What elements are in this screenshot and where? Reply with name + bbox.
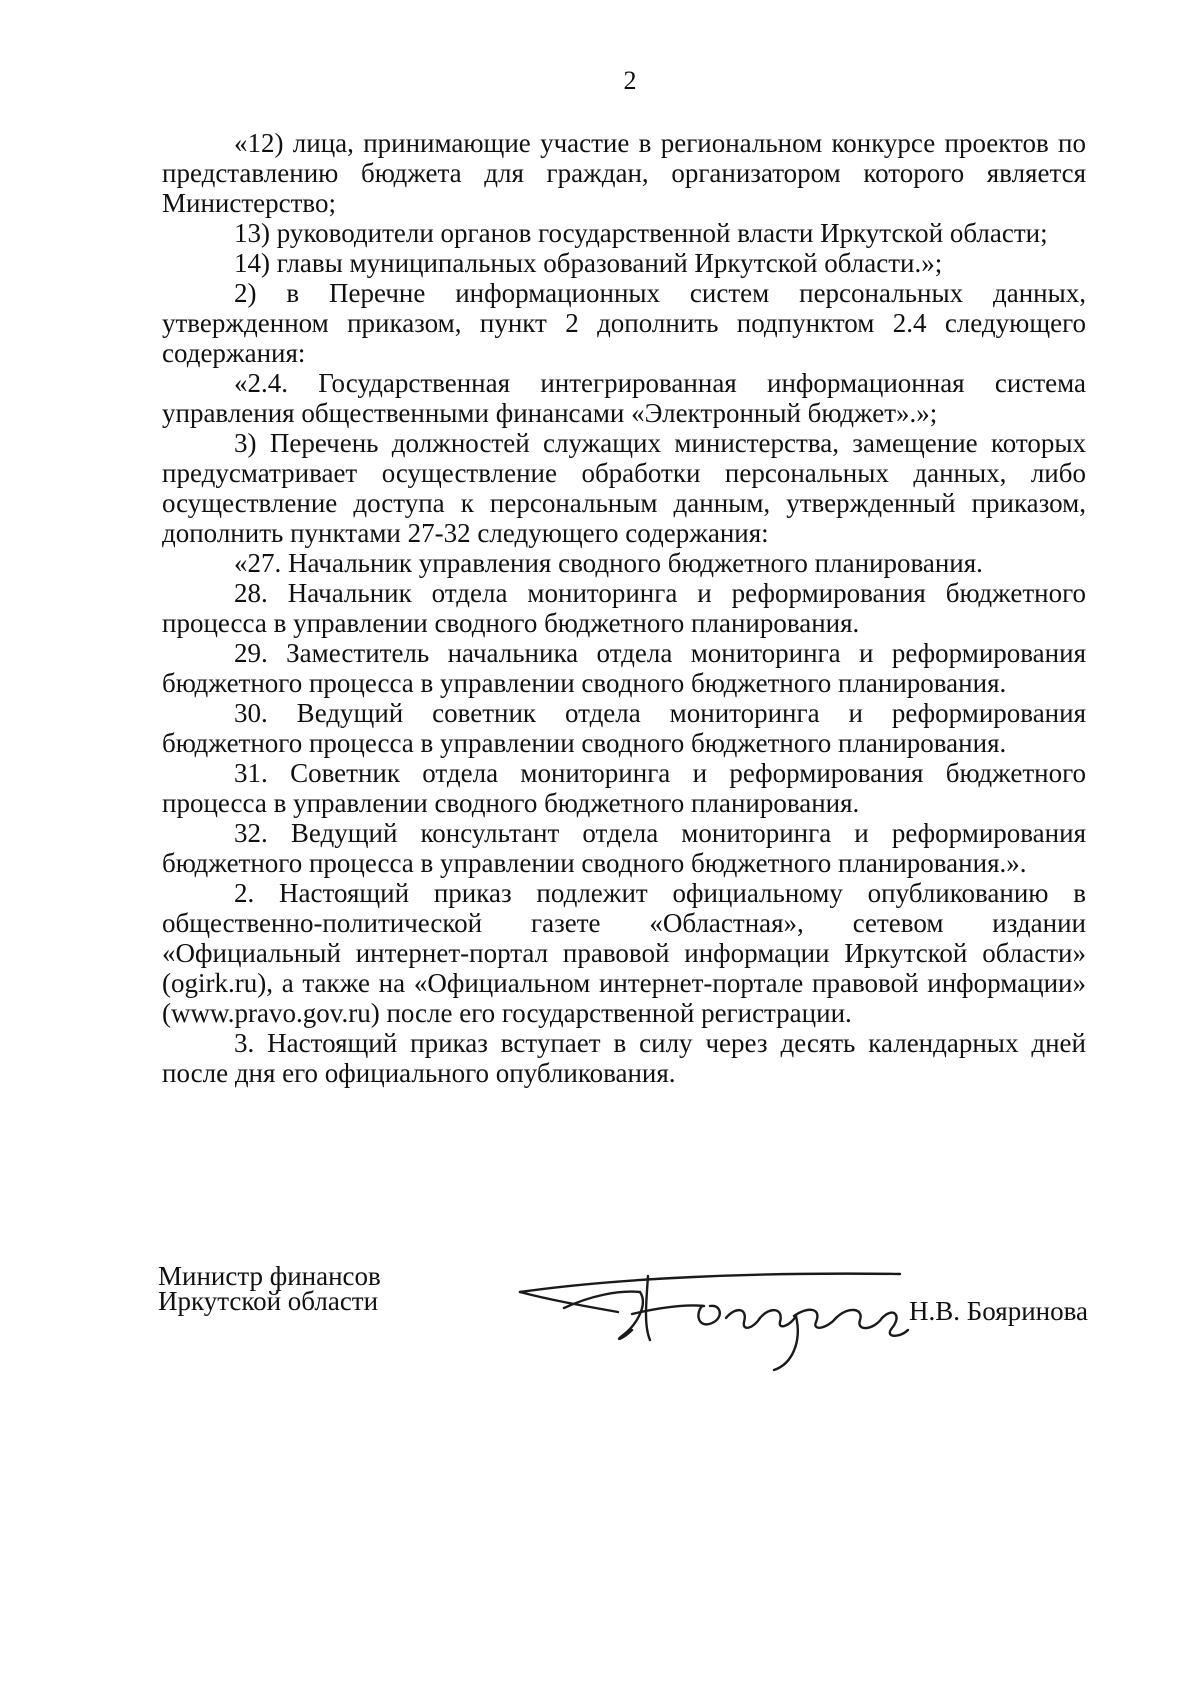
page-number: 2 bbox=[623, 66, 637, 95]
paragraph-12-persons: «12) лица, принимающие участие в региональном конкурсе проектов по представлению бюджета для граждан, организатором которого является Министерство; bbox=[162, 128, 1086, 218]
document-body bbox=[162, 128, 1086, 1088]
signature-block bbox=[158, 1261, 1088, 1384]
signer-title: Министр финансов Иркутской области bbox=[158, 1261, 381, 1316]
paragraph-entry-into-force: 3. Настоящий приказ вступает в силу через десять календарных дней после дня его официального опубликования. bbox=[162, 1028, 1086, 1088]
paragraph-position-32: 32. Ведущий консультант отдела мониторинга и реформирования бюджетного процесса в управлении сводного бюджетного планирования.». bbox=[162, 818, 1086, 878]
paragraph-position-30: 30. Ведущий советник отдела мониторинга и реформирования бюджетного процесса в управлении сводного бюджетного планирования. bbox=[162, 698, 1086, 758]
paragraph-position-28: 28. Начальник отдела мониторинга и реформирования бюджетного процесса в управлении сводного бюджетного планирования. bbox=[162, 578, 1086, 638]
paragraph-item-2: 2) в Перечне информационных систем персональных данных, утвержденном приказом, пункт 2 дополнить подпунктом 2.4 следующего содержания: bbox=[162, 278, 1086, 368]
paragraph-position-29: 29. Заместитель начальника отдела мониторинга и реформирования бюджетного процесса в управлении сводного бюджетного планирования. bbox=[162, 638, 1086, 698]
signer-name: Н.В. Бояринова bbox=[909, 1296, 1088, 1326]
paragraph-13-heads-of-authorities: 13) руководители органов государственной власти Иркутской области; bbox=[234, 218, 1048, 248]
paragraph-publication: 2. Настоящий приказ подлежит официальному опубликованию в общественно-политической газете «Областная», сетевом издании «Официальный интернет-портал правовой информации Иркутской области» (ogirk.ru), а также на «Официальном интернет-портале правовой информации» (www.pravo.gov.ru) после его государственной регистрации. bbox=[162, 878, 1086, 1028]
paragraph-position-27: «27. Начальник управления сводного бюджетного планирования. bbox=[234, 548, 983, 578]
paragraph-14-municipal-heads: 14) главы муниципальных образований Иркутской области.»; bbox=[234, 248, 943, 278]
paragraph-subitem-2-4: «2.4. Государственная интегрированная информационная система управления общественными финансами «Электронный бюджет».»; bbox=[162, 368, 1086, 428]
paragraph-position-31: 31. Советник отдела мониторинга и реформирования бюджетного процесса в управлении сводного бюджетного планирования. bbox=[162, 758, 1086, 818]
handwritten-signature bbox=[498, 1246, 938, 1376]
paragraph-item-3: 3) Перечень должностей служащих министерства, замещение которых предусматривает осуществление обработки персональных данных, либо осуществление доступа к персональным данным, утвержденный приказом, дополнить пунктами 27-32 следующего содержания: bbox=[162, 428, 1086, 548]
